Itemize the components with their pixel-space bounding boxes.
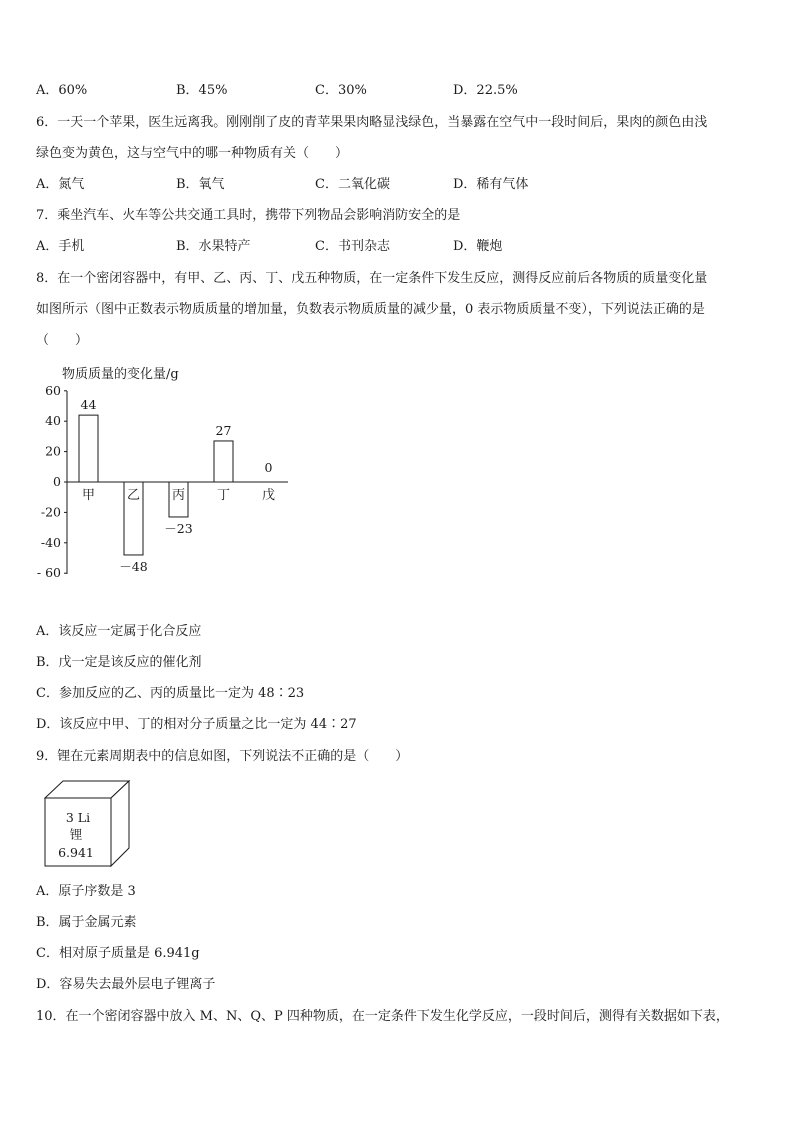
element-number-symbol: 3 Li bbox=[65, 810, 91, 825]
y-tick-label: 0 bbox=[53, 474, 61, 489]
data-label: 27 bbox=[215, 422, 232, 438]
category-label: 戊 bbox=[261, 488, 276, 503]
y-tick-label: -40 bbox=[40, 534, 61, 550]
q6-option-a: A．氮气 bbox=[36, 177, 85, 192]
data-label: 0 bbox=[264, 460, 273, 475]
y-tick-label: - 60 bbox=[36, 565, 61, 581]
q6-option-c: C．二氧化碳 bbox=[315, 177, 390, 192]
q7-option-d: D．鞭炮 bbox=[453, 239, 503, 254]
q7-option-a: A．手机 bbox=[36, 239, 85, 254]
lithium-element-cube bbox=[44, 780, 134, 868]
q9-option-d: D．容易失去最外层电子锂离子 bbox=[36, 977, 216, 992]
category-label: 甲 bbox=[81, 488, 96, 503]
y-tick-label: 20 bbox=[45, 443, 61, 459]
data-label: －23 bbox=[164, 520, 193, 536]
y-tick-label: 60 bbox=[45, 382, 61, 398]
q5-option-d: D．22.5% bbox=[453, 83, 518, 98]
y-tick-label: -20 bbox=[40, 504, 61, 520]
q8-option-d: D．该反应中甲、丁的相对分子质量之比一定为 44∶27 bbox=[36, 717, 357, 732]
q7-option-b: B．水果特产 bbox=[176, 239, 251, 254]
data-label: 44 bbox=[80, 397, 97, 413]
q5-option-a: A．60% bbox=[36, 83, 88, 98]
element-mass: 6.941 bbox=[58, 845, 94, 860]
q10-stem: 10．在一个密闭容器中放入 M、N、Q、P 四种物质，在一定条件下发生化学反应，一段时间后，测得有关数据如下表， bbox=[36, 1009, 729, 1024]
bar-4 bbox=[214, 441, 233, 482]
q8-stem-line2: 如图所示（图中正数表示物质质量的增加量，负数表示物质质量的减少量，0 表示物质质量不变），下列说法正确的是 bbox=[36, 302, 705, 317]
category-label: 丙 bbox=[171, 488, 186, 503]
data-label: －48 bbox=[119, 558, 148, 574]
q9-option-a: A．原子序数是 3 bbox=[36, 884, 136, 899]
q8-option-c: C．参加反应的乙、丙的质量比一定为 48∶23 bbox=[36, 686, 305, 701]
q7-stem: 7．乘坐汽车、火车等公共交通工具时，携带下列物品会影响消防安全的是 bbox=[36, 208, 461, 223]
q7-option-c: C．书刊杂志 bbox=[315, 239, 390, 254]
q8-option-b: B．戊一定是该反应的催化剂 bbox=[36, 655, 202, 670]
q5-option-c: C．30% bbox=[315, 83, 367, 98]
q6-stem-line1: 6．一天一个苹果，医生远离我。刚刚削了皮的青苹果果肉略显浅绿色，当暴露在空气中一段时间后，果肉的颜色由浅 bbox=[36, 115, 708, 130]
q8-stem-line1: 8．在一个密闭容器中，有甲、乙、丙、丁、戊五种物质，在一定条件下发生反应，测得反应前后各物质的质量变化量 bbox=[36, 271, 708, 286]
q8-stem-line3: （ ） bbox=[36, 333, 89, 348]
mass-change-bar-chart bbox=[30, 360, 310, 585]
bar-1 bbox=[79, 415, 98, 482]
category-label: 乙 bbox=[126, 488, 141, 503]
category-label: 丁 bbox=[216, 488, 231, 503]
q6-option-b: B．氧气 bbox=[176, 177, 225, 192]
q6-stem-line2: 绿色变为黄色，这与空气中的哪一种物质有关（ ） bbox=[36, 146, 349, 161]
q9-option-c: C．相对原子质量是 6.941g bbox=[36, 946, 200, 961]
y-tick-label: 40 bbox=[45, 413, 61, 429]
q9-option-b: B．属于金属元素 bbox=[36, 915, 137, 930]
q6-option-d: D．稀有气体 bbox=[453, 177, 529, 192]
q5-option-b: B．45% bbox=[176, 83, 228, 98]
chart-title: 物质质量的变化量/g bbox=[62, 367, 179, 382]
q8-option-a: A．该反应一定属于化合反应 bbox=[36, 624, 202, 639]
element-name: 锂 bbox=[69, 827, 83, 842]
q9-stem: 9．锂在元素周期表中的信息如图，下列说法不正确的是（ ） bbox=[36, 749, 409, 764]
